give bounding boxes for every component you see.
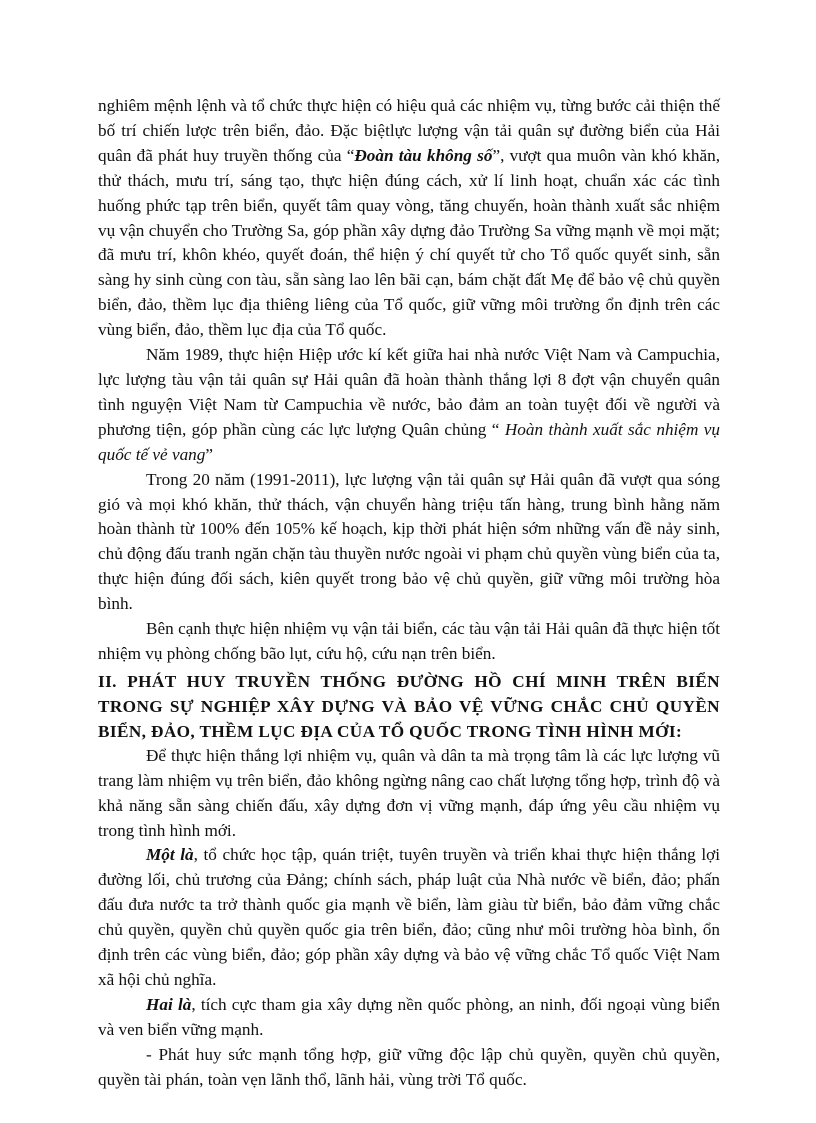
paragraph-7-body: , tích cực tham gia xây dựng nền quốc phòng, an ninh, đối ngoại vùng biển và ven biển vững mạnh. <box>98 994 720 1039</box>
paragraph-4: Bên cạnh thực hiện nhiệm vụ vận tải biển, các tàu vận tải Hải quân đã thực hiện tốt nhiệm vụ phòng chống bão lụt, cứu hộ, cứu nạn trên biển. <box>98 619 720 663</box>
paragraph-1-text-start: nghiêm mệnh lệnh và tổ chức thực hiện có hiệu quả các nhiệm vụ, từng bước cải thiện thế bố trí chiến lược trên biển, đảo. Đặc biệtlực lượng vận tải quân sự đường biển của Hải quân đã phát huy truyền thống của “ <box>98 96 720 165</box>
paragraph-7 <box>98 993 720 1043</box>
paragraph-6-lead: Một là <box>146 845 194 865</box>
paragraph-5: Để thực hiện thắng lợi nhiệm vụ, quân và dân ta mà trọng tâm là các lực lượng vũ trang làm nhiệm vụ trên biển, đảo không ngừng nâng cao chất lượng tổng hợp, trình độ và khả năng sẵn sàng chiến đấu, xây dựng đơn vị vững mạnh, đáp ứng yêu cầu nhiệm vụ trong tình hình mới. <box>98 745 720 840</box>
paragraph-3: Trong 20 năm (1991-2011), lực lượng vận tải quân sự Hải quân đã vượt qua sóng gió và mọi khó khăn, thử thách, vận chuyển hàng triệu tấn hàng, trung bình hằng năm hoàn thành từ 100% đến 105% kế hoạch, kịp thời phát hiện sớm những vấn đề nảy sinh, chủ động đấu tranh ngăn chặn tàu thuyền nước ngoài vi phạm chủ quyền vùng biển của ta, thực hiện đúng đối sách, kiên quyết trong bảo vệ chủ quyền, giữ vững môi trường hòa bình. <box>98 469 720 614</box>
paragraph-2-text-start: Năm 1989, thực hiện Hiệp ước kí kết giữa hai nhà nước Việt Nam và Campuchia, lực lượng tàu vận tải quân sự Hải quân đã hoàn thành thắng lợi 8 đợt vận chuyển quân tình nguyện Việt Nam từ Campuchia về nước, bảo đảm an toàn tuyệt đối về người và phương tiện, góp phần cùng các lực lượng Quân chủng “ <box>98 345 720 439</box>
paragraph-1 <box>98 94 720 343</box>
paragraph-6 <box>98 843 720 992</box>
paragraph-7-lead: Hai là <box>146 994 192 1014</box>
paragraph-2-text-end: ” <box>205 444 214 464</box>
paragraph-1-text-end: ”, vượt qua muôn vàn khó khăn, thử thách, mưu trí, sáng tạo, thực hiện đúng cách, xử lí linh hoạt, chuẩn xác các tình huống phức tạp trên biển, quyết tâm quay vòng, tăng chuyến, hoàn thành xuất sắc nhiệm vụ vận chuyển cho Trường Sa, góp phần xây dựng đảo Trường Sa vững mạnh về mọi mặt; đã mưu trí, khôn khéo, quyết đoán, thể hiện ý chí quyết tử cho Tổ quốc quyết sinh, sẵn sàng hy sinh cùng con tàu, sẵn sàng lao lên bãi cạn, bám chặt đất Mẹ để bảo vệ chủ quyền biển, đảo, thềm lục địa thiêng liêng của Tổ quốc, giữ vững môi trường ổn định trên các vùng biển, đảo, thềm lục địa của Tổ quốc. <box>98 145 720 340</box>
paragraph-8: - Phát huy sức mạnh tổng hợp, giữ vững độc lập chủ quyền, quyền chủ quyền, quyền tài phán, toàn vẹn lãnh thổ, lãnh hải, vùng trời Tổ quốc. <box>98 1044 720 1089</box>
paragraph-2 <box>98 343 720 468</box>
paragraph-2-emphasis: Hoàn thành xuất sắc nhiệm vụ quốc tế vẻ vang <box>98 419 720 464</box>
document-page <box>98 94 720 1093</box>
paragraph-1-emphasis: Đoàn tàu không số <box>354 145 493 165</box>
paragraph-6-body: , tổ chức học tập, quán triệt, tuyên truyền và triển khai thực hiện thắng lợi đường lối, chủ trương của Đảng; chính sách, pháp luật của Nhà nước về biển, đảo; phấn đấu đưa nước ta trở thành quốc gia mạnh về biển, làm giàu từ biển, bảo đảm vững chắc chủ quyền, quyền chủ quyền quốc gia trên biển, đảo; cũng như môi trường hòa bình, ổn định trên các vùng biển, đảo; góp phần xây dựng và bảo vệ vững chắc Tổ quốc Việt Nam xã hội chủ nghĩa. <box>98 845 720 989</box>
section-heading: II. PHÁT HUY TRUYỀN THỐNG ĐƯỜNG HỒ CHÍ MINH TRÊN BIỂN TRONG SỰ NGHIỆP XÂY DỰNG VÀ BẢO VỆ VỮNG CHẮC CHỦ QUYỀN BIỂN, ĐẢO, THỀM LỤC ĐỊA CỦA TỔ QUỐC TRONG TÌNH HÌNH MỚI: <box>98 671 720 741</box>
